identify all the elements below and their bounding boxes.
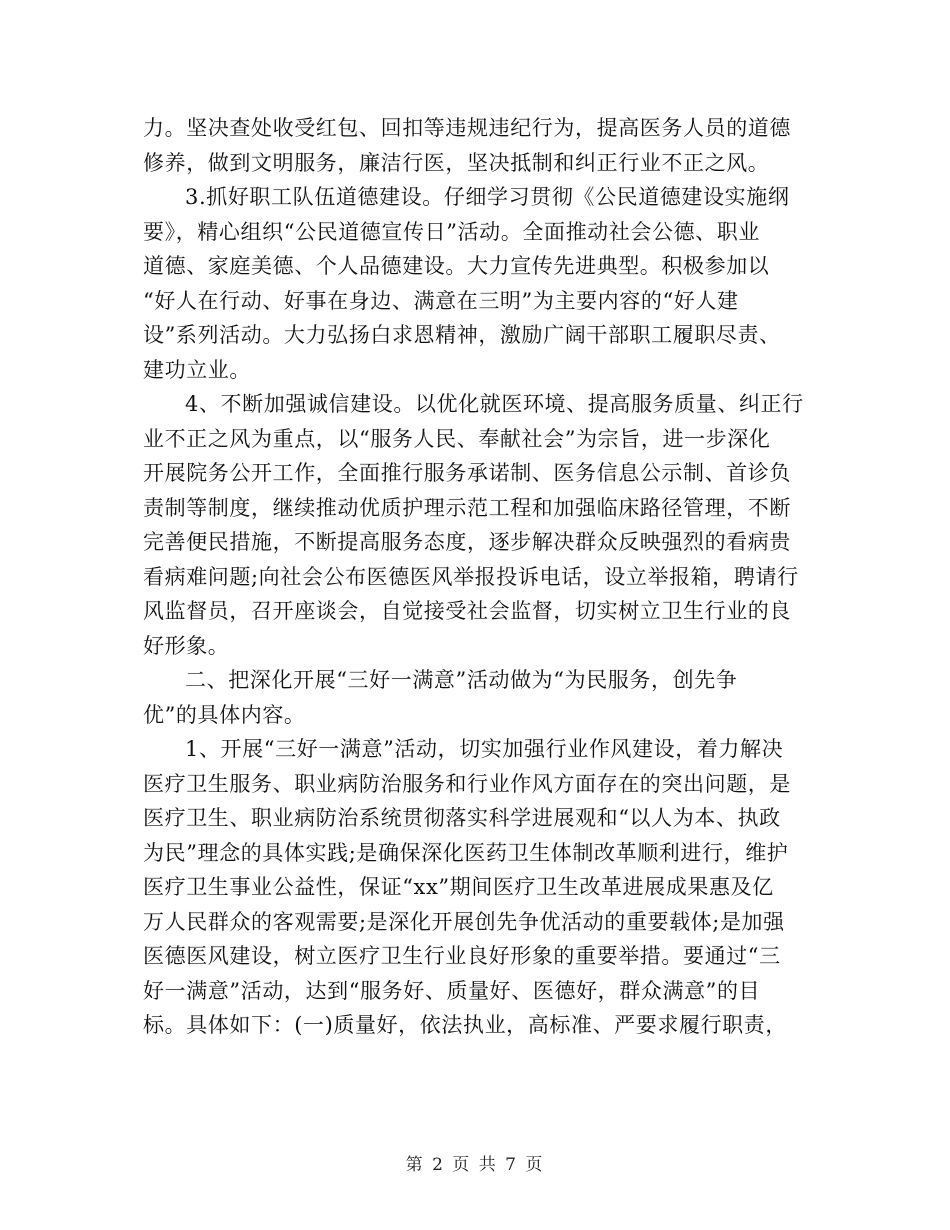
- text-line: 医疗卫生事业公益性，保证“xx”期间医疗卫生改革进展成果惠及亿: [143, 875, 774, 899]
- text-line: 道德、家庭美德、个人品德建设。大力宣传先进典型。积极参加以: [143, 254, 770, 278]
- text-line: 优”的具体内容。: [143, 702, 306, 727]
- text-line: 责制等制度，继续推动优质护理示范工程和加强临床路径管理，不断: [143, 495, 791, 520]
- text-line: 为民”理念的具体实践;是确保深化医药卫生体制改革顺利进行，维护: [143, 840, 789, 865]
- text-line: 医疗卫生、职业病防治系统贯彻落实科学进展观和“以人为本、执政: [143, 806, 781, 830]
- text-line: 修养，做到文明服务，廉洁行医，坚决抵制和纠正行业不正之风。: [143, 150, 770, 175]
- text-line: 3.抓好职工队伍道德建设。仔细学习贯彻《公民道德建设实施纲: [185, 185, 790, 209]
- text-line: 开展院务公开工作，全面推行服务承诺制、医务信息公示制、首诊负: [143, 461, 791, 485]
- page-number: 第 2 页 共 7 页: [405, 1155, 545, 1175]
- text-line: 医德医风建设，树立医疗卫生行业良好形象的重要举措。要通过“三: [143, 944, 781, 968]
- text-line: 业不正之风为重点，以“服务人民、奉献社会”为宗旨，进一步深化: [143, 426, 771, 451]
- text-line: 好形象。: [143, 633, 230, 658]
- text-line: 看病难问题;向社会公布医德医风举报投诉电话，设立举报箱，聘请行: [143, 564, 799, 589]
- text-line: 建功立业。: [143, 357, 251, 382]
- text-line: 万人民群众的客观需要;是深化开展创先争优活动的重要载体;是加强: [143, 909, 785, 934]
- text-line: 要》，精心组织“公民道德宣传日”活动。全面推动社会公德、职业: [143, 219, 760, 244]
- text-line: 4、不断加强诚信建设。以优化就医环境、提高服务质量、纠正行: [185, 392, 804, 416]
- text-line: 标。具体如下：(一)质量好，依法执业，高标准、严要求履行职责，: [143, 1013, 787, 1037]
- document-body: [143, 111, 808, 1043]
- text-line: 力。坚决查处收受红包、回扣等违规违纪行为，提高医务人员的道德: [143, 116, 791, 140]
- text-line: 风监督员，召开座谈会，自觉接受社会监督，切实树立卫生行业的良: [143, 599, 791, 623]
- text-line: 医疗卫生服务、职业病防治服务和行业作风方面存在的突出问题，是: [143, 771, 791, 796]
- text-line: “好人在行动、好事在身边、满意在三明”为主要内容的“好人建: [143, 288, 739, 313]
- text-line: 设”系列活动。大力弘扬白求恩精神，激励广阔干部职工履职尽责、: [143, 323, 781, 347]
- text-line: 1、开展“三好一满意”活动，切实加强行业作风建设，着力解决: [185, 737, 784, 761]
- text-line: 完善便民措施，不断提高服务态度，逐步解决群众反映强烈的看病贵: [143, 530, 791, 554]
- text-line: 二、把深化开展“三好一满意”活动做为“为民服务，创先争: [185, 668, 738, 692]
- text-line: 好一满意”活动，达到“服务好、质量好、医德好，群众满意”的目: [143, 978, 761, 1003]
